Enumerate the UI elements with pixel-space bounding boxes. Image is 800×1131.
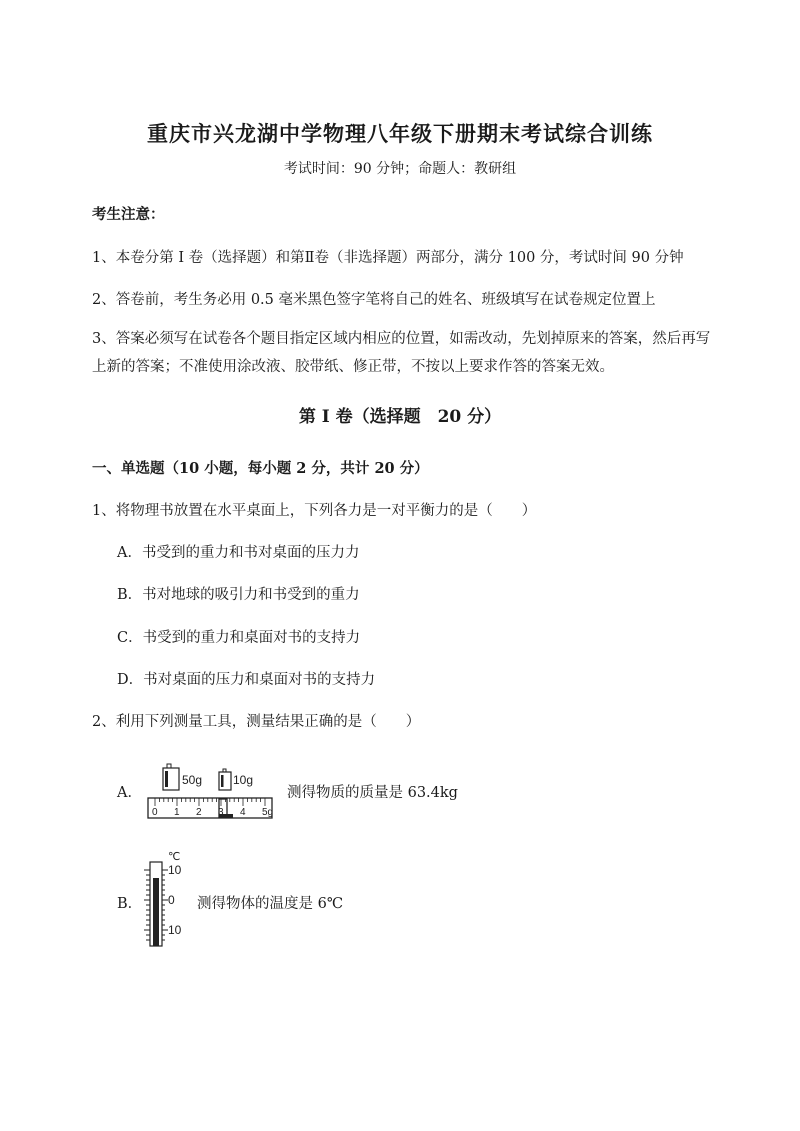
scale-label: 1 xyxy=(174,807,180,818)
scale-label: 3 xyxy=(218,807,224,818)
thermometer-figure xyxy=(140,848,192,948)
thermometer-mark-bottom: 10 xyxy=(168,923,182,937)
scale-label: 2 xyxy=(196,807,202,818)
weight-50g-label: 50g xyxy=(182,773,203,787)
notice-item-2: 2、答卷前，考生务必用 0.5 毫米黑色签字笔将自己的姓名、班级填写在试卷规定位置上 xyxy=(92,292,656,308)
balance-beam-scale xyxy=(148,798,272,818)
weight-10g-icon xyxy=(219,769,231,790)
thermometer-liquid xyxy=(153,878,159,946)
question-2-option-b-text: 测得物体的温度是 6℃ xyxy=(197,896,344,912)
question-2-stem: 2、利用下列测量工具，测量结果正确的是（ ） xyxy=(92,714,421,730)
weight-10g-label: 10g xyxy=(233,773,254,787)
balance-scale-figure xyxy=(145,762,275,824)
exam-info: 考试时间：90 分钟；命题人：教研组 xyxy=(283,161,517,177)
part-title: 一、单选题（10 小题，每小题 2 分，共计 20 分） xyxy=(92,460,429,477)
thermometer-mark-top: 10 xyxy=(168,863,182,877)
section-title: 第 I 卷（选择题 20 分） xyxy=(298,407,502,427)
scale-label: 0 xyxy=(152,807,158,818)
scale-label: 5g xyxy=(262,807,274,818)
question-1-option-b: B．书对地球的吸引力和书受到的重力 xyxy=(117,587,360,603)
question-1-option-c: C．书受到的重力和桌面对书的支持力 xyxy=(117,630,361,646)
notice-item-1: 1、本卷分第 I 卷（选择题）和第Ⅱ卷（非选择题）两部分，满分 100 分，考试时间 90 分钟 xyxy=(92,250,684,266)
question-2-option-a-text: 测得物质的质量是 63.4kg xyxy=(287,785,458,801)
question-1-stem: 1、将物理书放置在水平桌面上，下列各力是一对平衡力的是（ ） xyxy=(92,503,537,519)
thermometer-unit: ℃ xyxy=(168,850,181,863)
question-2-option-a-letter: A． xyxy=(117,785,142,801)
notice-item-3: 3、答案必须写在试卷各个题目指定区域内相应的位置，如需改动，先划掉原来的答案，然后再写上新的答案；不准使用涂改液、胶带纸、修正带，不按以上要求作答的答案无效。 xyxy=(92,331,711,375)
weight-50g-icon xyxy=(163,764,179,790)
question-2-option-b-letter: B． xyxy=(117,896,143,912)
thermometer-mark-zero: 0 xyxy=(168,893,175,907)
page-title: 重庆市兴龙湖中学物理八年级下册期末考试综合训练 xyxy=(147,121,653,146)
question-1-option-d: D．书对桌面的压力和桌面对书的支持力 xyxy=(117,672,376,688)
question-1-option-a: A．书受到的重力和书对桌面的压力力 xyxy=(117,545,360,561)
notice-heading: 考生注意： xyxy=(92,206,165,223)
scale-label: 4 xyxy=(240,807,246,818)
